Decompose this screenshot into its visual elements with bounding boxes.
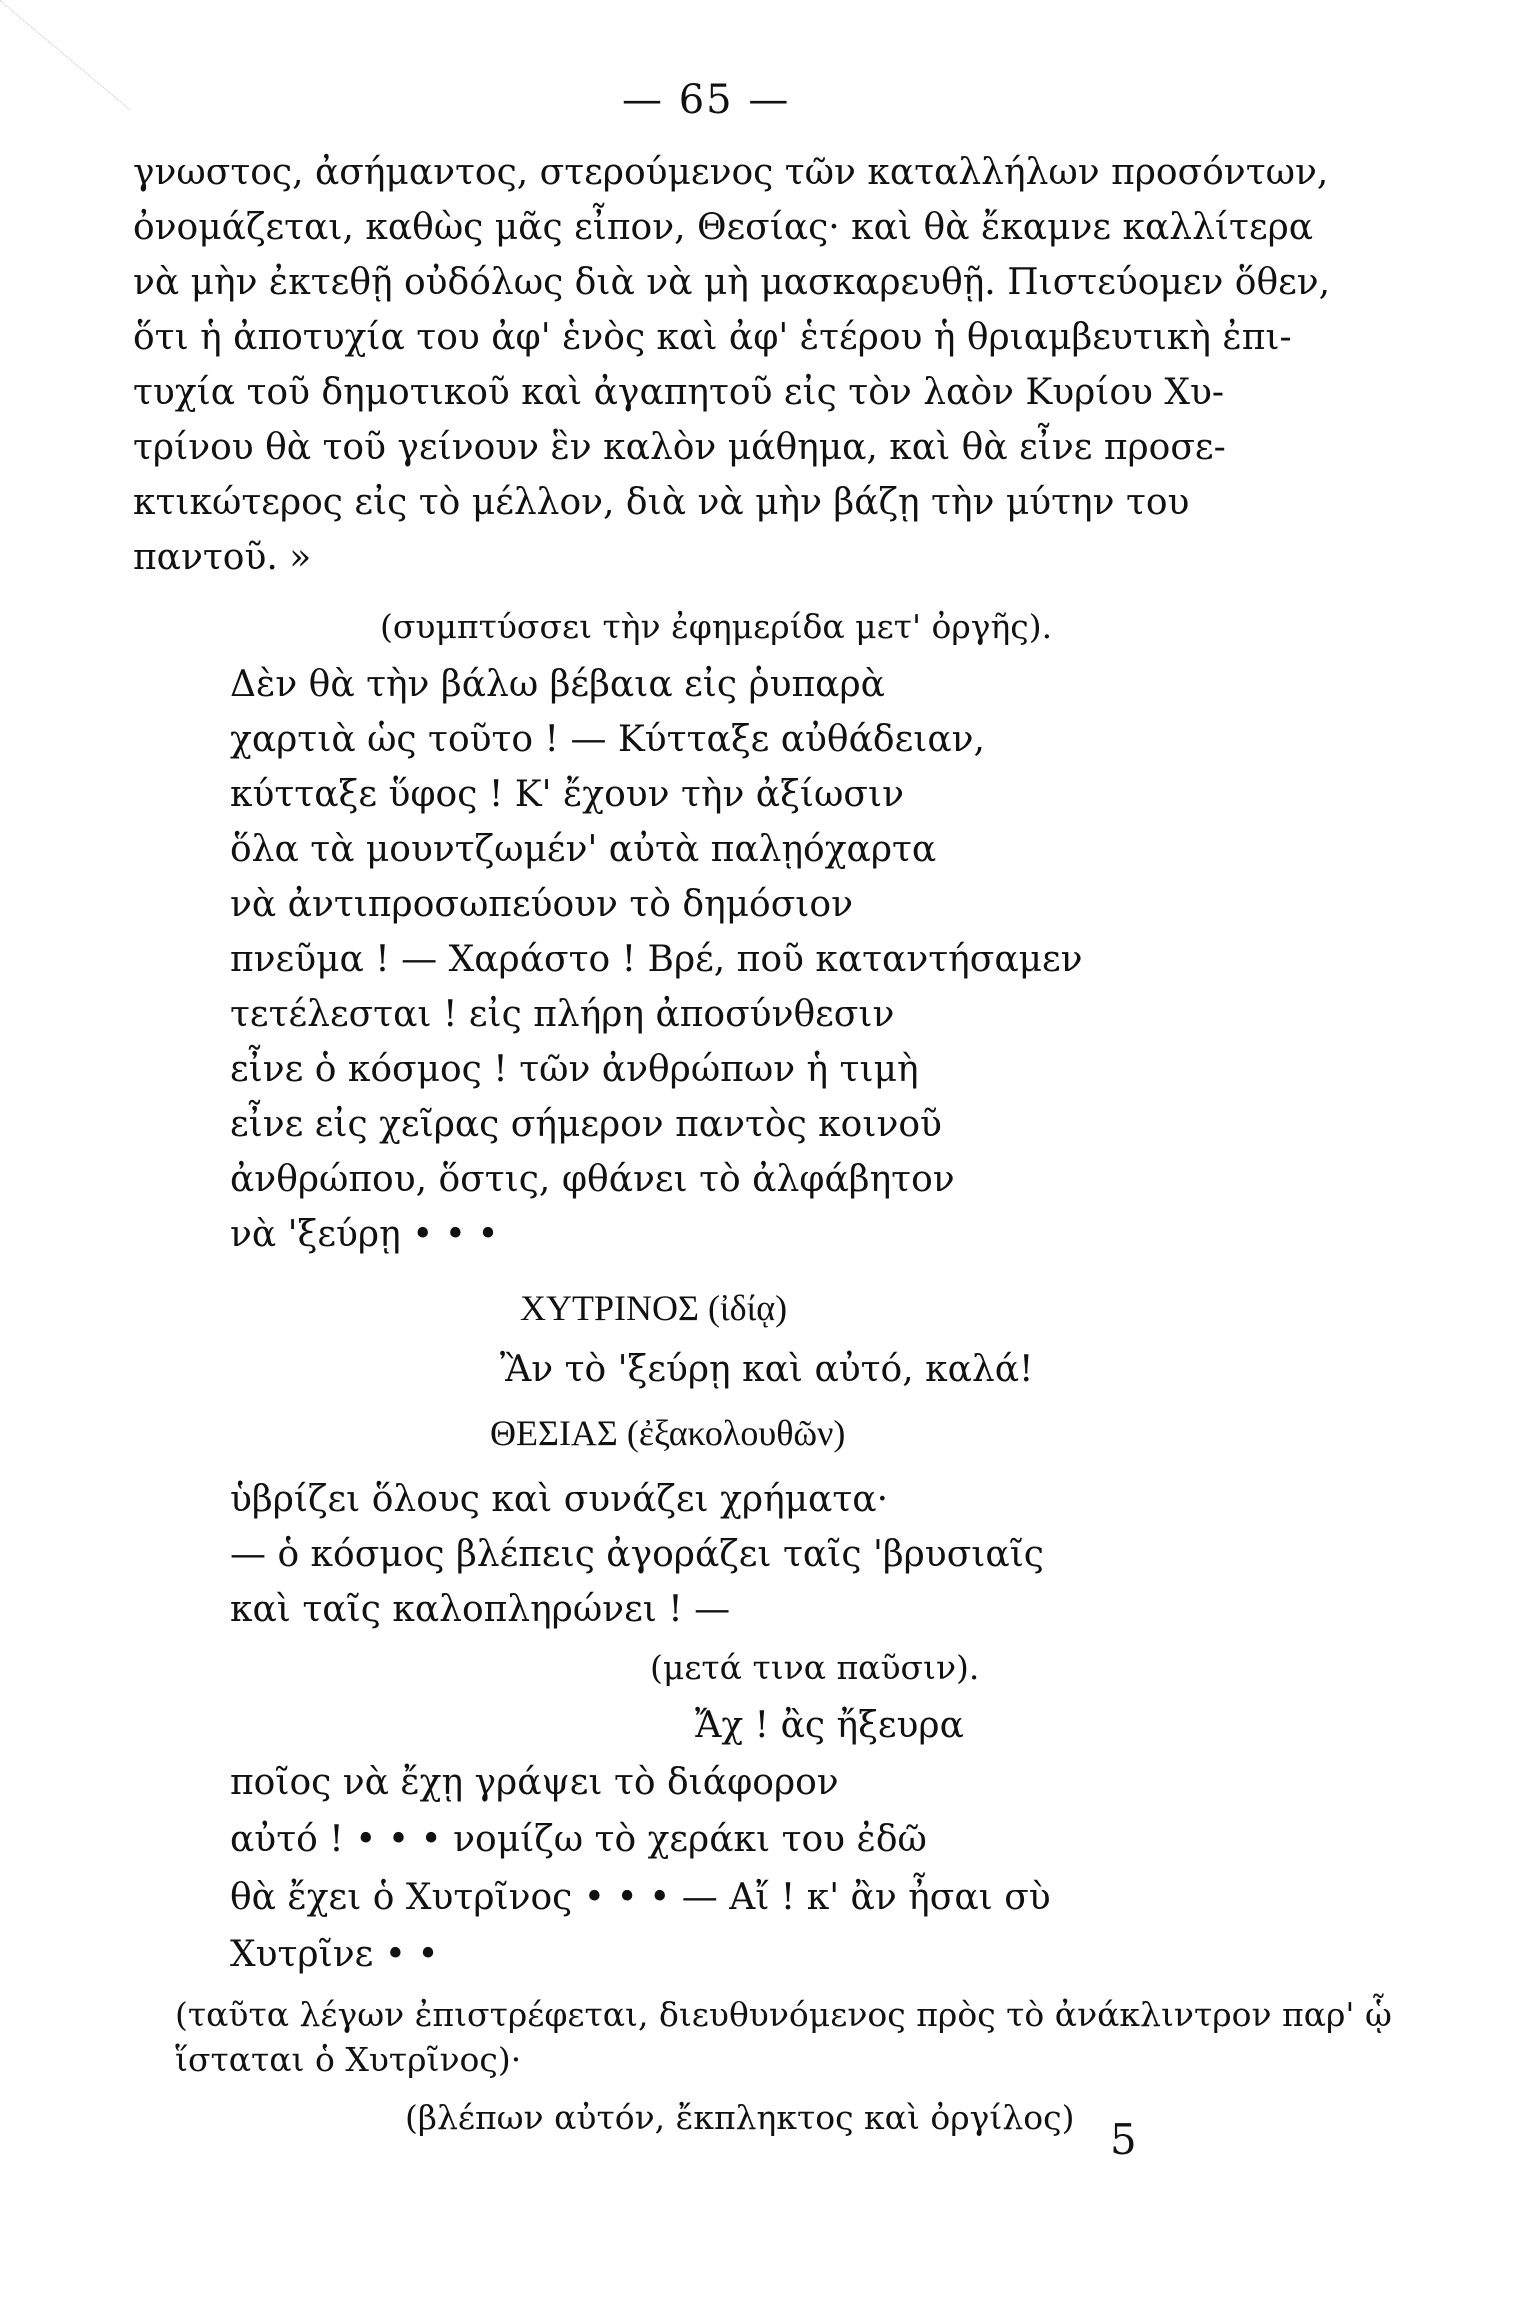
verse-line-17: αὐτό ! • • • νομίζω τὸ χεράκι του ἐδῶ	[230, 1819, 927, 1860]
signature-mark: 5	[1110, 2115, 1137, 2164]
speaker-chytrinos: ΧΥΤΡΙΝΟΣ (ἰδίᾳ)	[520, 1288, 788, 1328]
verse-line-14: καὶ ταῖς καλοπληρώνει ! —	[230, 1589, 731, 1630]
verse-line-9: εἶνε εἰς χεῖρας σήμερον παντὸς κοινοῦ	[230, 1104, 942, 1145]
page-crease	[0, 0, 130, 248]
verse-line-7: τετέλεσται ! εἰς πλήρη ἀποσύνθεσιν	[230, 994, 895, 1035]
verse-line-13: — ὁ κόσμος βλέπεις ἀγοράζει ταῖς 'βρυσιαῖς	[230, 1534, 1044, 1575]
verse-line-12: ὑβρίζει ὅλους καὶ συνάζει χρήματα·	[230, 1479, 889, 1520]
verse-line-19: Χυτρῖνε • •	[230, 1934, 439, 1975]
stage-direction-3-line-2: ἵσταται ὁ Χυτρῖνος)·	[175, 2040, 522, 2079]
prose-line-6: τρίνου θὰ τοῦ γείνουν ἓν καλὸν μάθημα, καὶ θὰ εἶνε προσε-	[133, 427, 1226, 468]
prose-line-7: κτικώτερος εἰς τὸ μέλλον, διὰ νὰ μὴν βάζῃ τὴν μύτην του	[133, 482, 1190, 523]
verse-line-2: χαρτιὰ ὡς τοῦτο ! — Κύτταξε αὐθάδειαν,	[230, 719, 985, 760]
prose-line-3: νὰ μὴν ἐκτεθῇ οὐδόλως διὰ νὰ μὴ μασκαρευθῇ. Πιστεύομεν ὅθεν,	[133, 262, 1331, 303]
page-number: — 65 —	[622, 77, 791, 123]
verse-line-3: κύτταξε ὕφος ! Κ' ἔχουν τὴν ἀξίωσιν	[230, 774, 904, 815]
stage-direction-3-line-1: (ταῦτα λέγων ἐπιστρέφεται, διευθυνόμενος πρὸς τὸ ἀνάκλιντρον παρ' ᾧ	[175, 1995, 1392, 2034]
verse-line-16: ποῖος νὰ ἔχῃ γράψει τὸ διάφορον	[230, 1762, 839, 1803]
verse-line-18: θὰ ἔχει ὁ Χυτρῖνος • • • — Αἴ ! κ' ἂν ἦσαι σὺ	[230, 1877, 1051, 1918]
prose-line-8: παντοῦ. »	[133, 537, 312, 578]
verse-line-8: εἶνε ὁ κόσμος ! τῶν ἀνθρώπων ἡ τιμὴ	[230, 1049, 919, 1090]
chytrinos-line: Ἂν τὸ 'ξεύρῃ καὶ αὐτό, καλά!	[500, 1349, 1034, 1390]
prose-line-4: ὅτι ἡ ἀποτυχία του ἀφ' ἑνὸς καὶ ἀφ' ἑτέρου ἡ θριαμβευτικὴ ἐπι-	[133, 317, 1292, 358]
speaker-thesias: ΘΕΣΙΑΣ (ἐξακολουθῶν)	[490, 1413, 846, 1453]
stage-direction-1: (συμπτύσσει τὴν ἐφημερίδα μετ' ὀργῆς).	[380, 607, 1053, 646]
verse-line-1: Δὲν θὰ τὴν βάλω βέβαια εἰς ῥυπαρὰ	[230, 664, 885, 705]
prose-line-2: ὀνομάζεται, καθὼς μᾶς εἶπον, Θεσίας· καὶ θὰ ἔκαμνε καλλίτερα	[133, 207, 1314, 248]
verse-line-10: ἀνθρώπου, ὅστις, φθάνει τὸ ἀλφάβητον	[230, 1159, 955, 1200]
stage-direction-2: (μετά τινα παῦσιν).	[650, 1648, 980, 1687]
prose-line-5: τυχία τοῦ δημοτικοῦ καὶ ἀγαπητοῦ εἰς τὸν λαὸν Κυρίου Χυ-	[133, 372, 1225, 413]
verse-line-11: νὰ 'ξεύρῃ • • •	[230, 1214, 499, 1255]
verse-line-4: ὅλα τὰ μουντζωμέν' αὐτὰ παλῃόχαρτα	[230, 829, 937, 870]
verse-line-5: νὰ ἀντιπροσωπεύουν τὸ δημόσιον	[230, 884, 853, 925]
prose-line-1: γνωστος, ἀσήμαντος, στερούμενος τῶν καταλλήλων προσόντων,	[133, 152, 1329, 193]
verse-line-6: πνεῦμα ! — Χαράστο ! Βρέ, ποῦ καταντήσαμεν	[230, 939, 1083, 980]
verse-line-15: Ἄχ ! ἂς ἤξευρα	[695, 1705, 964, 1746]
stage-direction-4: (βλέπων αὐτόν, ἔκπληκτος καὶ ὀργίλος)	[405, 2098, 1075, 2137]
